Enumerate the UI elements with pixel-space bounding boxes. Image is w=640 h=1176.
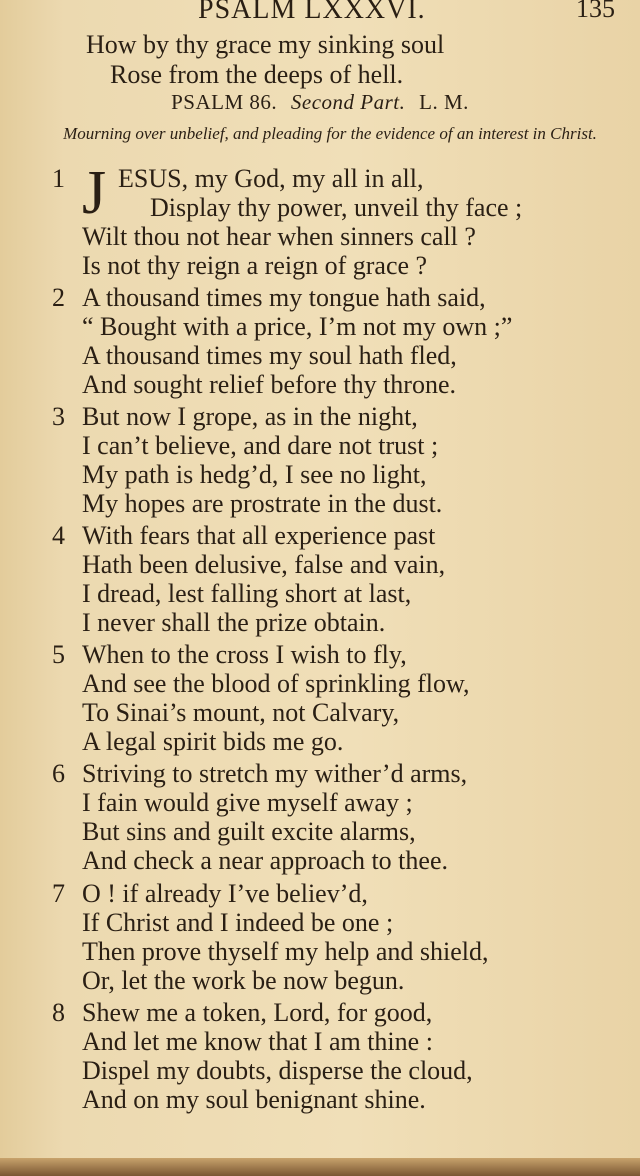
verse-line: ESUS, my God, my all in all,: [118, 164, 424, 193]
carry-over-verse: [86, 30, 444, 90]
verse-line: Striving to stretch my wither’d arms,: [82, 759, 468, 788]
verse-line: How by thy grace my sinking soul: [86, 30, 445, 59]
stanza-number: 6: [52, 759, 65, 788]
stanza: [52, 998, 612, 1114]
verse-line: I can’t believe, and dare not trust ;: [82, 431, 439, 460]
verse-line: But sins and guilt excite alarms,: [82, 817, 416, 846]
stanza: [52, 283, 612, 399]
verse-line: And on my soul benignant shine.: [82, 1085, 426, 1114]
stanza-number: 3: [52, 402, 65, 431]
stanza: [52, 640, 612, 756]
stanza: [52, 521, 612, 637]
verse-line: My hopes are prostrate in the dust.: [82, 489, 443, 518]
stanza-number: 7: [52, 879, 65, 908]
psalm-heading: [0, 90, 640, 115]
verse-line: Hath been delusive, false and vain,: [82, 550, 446, 579]
verse-line: Wilt thou not hear when sinners call ?: [82, 222, 476, 251]
verse-line: Is not thy reign a reign of grace ?: [82, 251, 428, 280]
verse-line: With fears that all experience past: [82, 521, 436, 550]
drop-cap: J: [82, 159, 107, 227]
verse-line: And check a near approach to thee.: [82, 846, 448, 875]
verse-line: I never shall the prize obtain.: [82, 608, 386, 637]
verse-line: A thousand times my tongue hath said,: [82, 283, 486, 312]
stanza-number: 8: [52, 998, 65, 1027]
stanza-number: 5: [52, 640, 65, 669]
verse-line: And see the blood of sprinkling flow,: [82, 669, 470, 698]
page-number: 135: [576, 0, 615, 23]
verse-line: A legal spirit bids me go.: [82, 727, 344, 756]
verse-line: Rose from the deeps of hell.: [110, 60, 404, 89]
psalm-meter: L. M.: [419, 90, 469, 114]
verse-line: A thousand times my soul hath fled,: [82, 341, 457, 370]
verse-line: O ! if already I’ve believ’d,: [82, 879, 368, 908]
page-edge: [0, 1158, 640, 1176]
stanza: [52, 159, 612, 280]
stanza-number: 2: [52, 283, 65, 312]
verse-line: Then prove thyself my help and shield,: [82, 937, 489, 966]
psalm-subtitle: Mourning over unbelief, and pleading for the evidence of an interest in Christ.: [63, 124, 597, 143]
stanza: [52, 402, 612, 518]
psalm-title: PSALM 86.: [171, 90, 278, 114]
page-header: [0, 0, 640, 25]
verse-line: My path is hedg’d, I see no light,: [82, 460, 427, 489]
verse-line: Display thy power, unveil thy face ;: [150, 193, 523, 222]
verse-line: If Christ and I indeed be one ;: [82, 908, 394, 937]
verse-line: “ Bought with a price, I’m not my own ;”: [82, 312, 513, 341]
verse-line: To Sinai’s mount, not Calvary,: [82, 698, 400, 727]
verse-line: And let me know that I am thine :: [82, 1027, 433, 1056]
stanza-number: 4: [52, 521, 65, 550]
verse-line: Shew me a token, Lord, for good,: [82, 998, 433, 1027]
stanza: [52, 759, 612, 875]
verse-line: But now I grope, as in the night,: [82, 402, 418, 431]
verse-line: Dispel my doubts, disperse the cloud,: [82, 1056, 473, 1085]
verse-line: I fain would give myself away ;: [82, 788, 413, 817]
verse-line: And sought relief before thy throne.: [82, 370, 457, 399]
verse-line: Or, let the work be now begun.: [82, 966, 405, 995]
stanza: [52, 879, 612, 995]
verse-line: When to the cross I wish to fly,: [82, 640, 407, 669]
stanza-number: 1: [52, 164, 65, 193]
verse-line: I dread, lest falling short at last,: [82, 579, 412, 608]
running-title: PSALM LXXXVI.: [198, 0, 426, 25]
psalm-part: Second Part.: [290, 90, 406, 114]
